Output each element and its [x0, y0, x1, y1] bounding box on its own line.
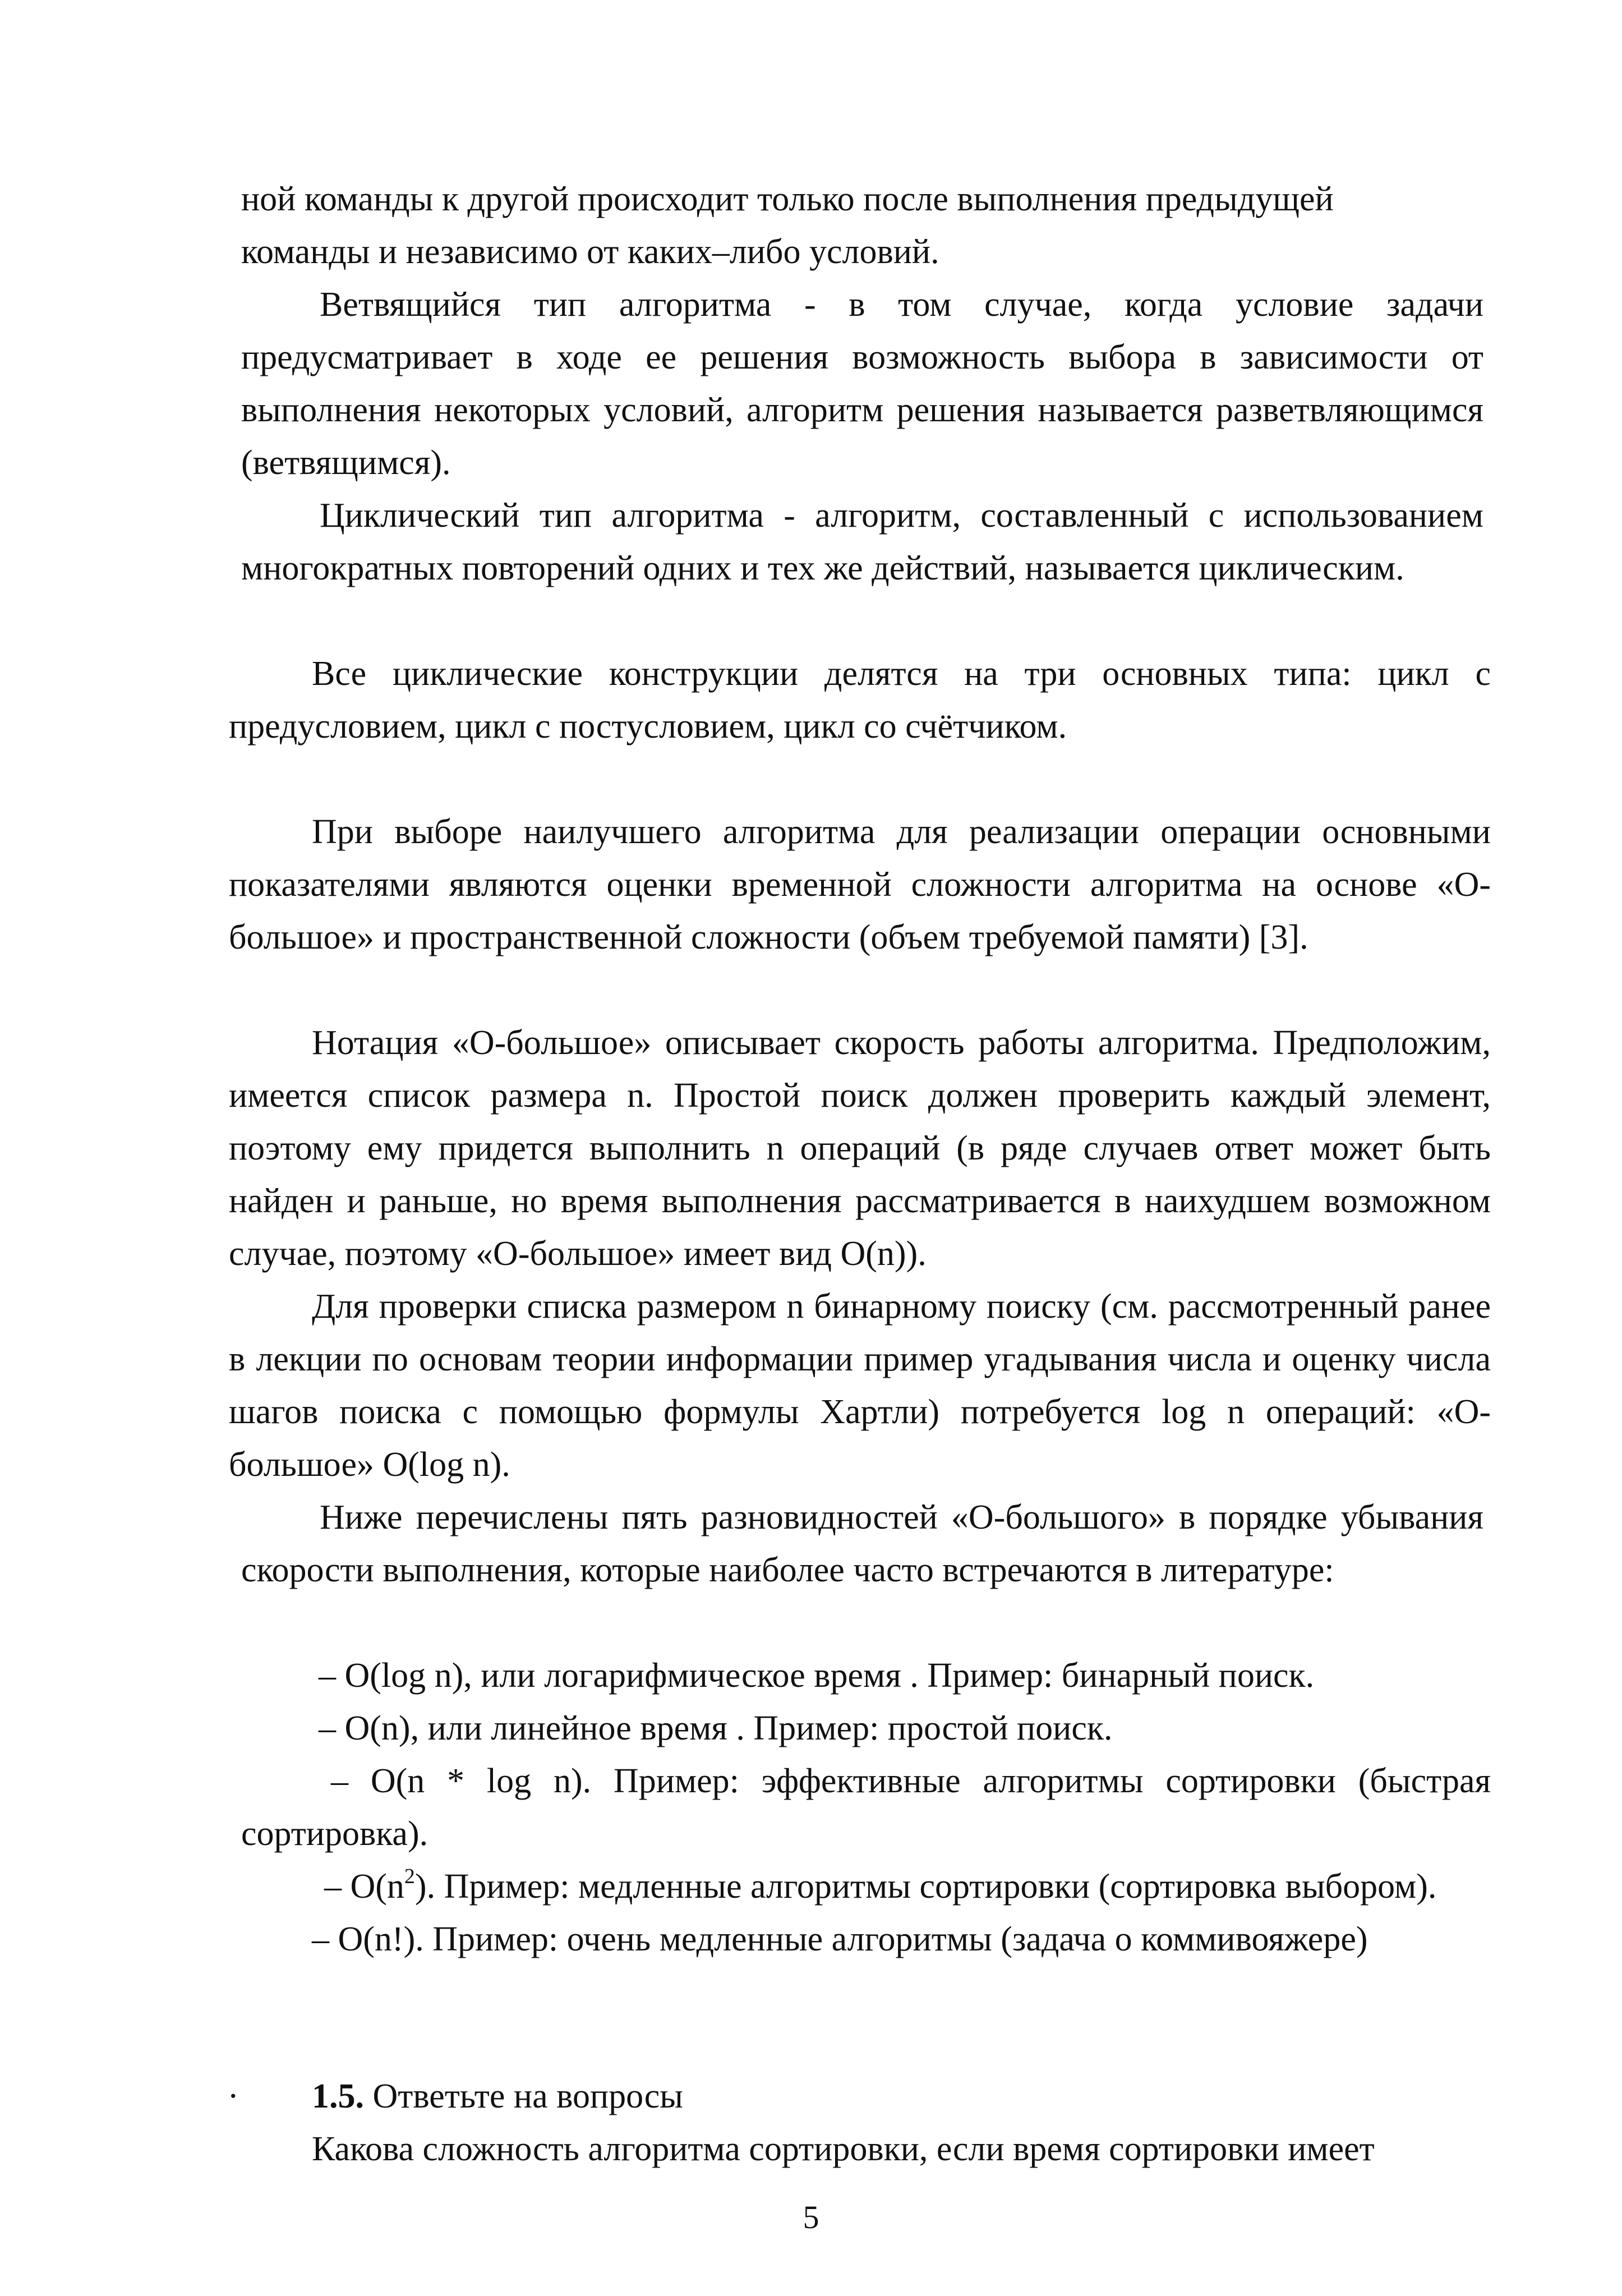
page-number: 5 — [803, 2199, 819, 2235]
text-line: ной команды к другой происходит только после выполнения предыдущей — [241, 180, 1334, 218]
paragraph-text: Ветвящийся тип алгоритма - в том случае, когда условие задачи предусматривает в ходе ее решения возможность выбора в зависимости от выполнения некоторых условий, алгоритм решения называется разветвляющимся (ветвящимся). — [241, 286, 1483, 482]
paragraph-loop-types — [229, 647, 1491, 753]
list-item: – O(log n), или логарифмическое время . Пример: бинарный поиск. — [319, 1657, 1315, 1695]
heading-text: Ответьте на вопросы — [364, 2077, 683, 2115]
paragraph-cyclic — [241, 489, 1483, 595]
list-item: – O(n * log n). Пример: эффективные алгоритмы сортировки (быстрая сортировка). — [241, 1762, 1491, 1853]
paragraph-branching — [241, 278, 1483, 489]
paragraph-continuation — [241, 173, 1483, 278]
list-item-text: – O(n — [324, 1867, 404, 1906]
paragraph-text: Нотация «О-большое» описывает скорость работы алгоритма. Предположим, имеется список размера n. Простой поиск должен проверить каждый элемент, поэтому ему придется выполнить n операций (в ряде случаев ответ может быть найден и раньше, но время выполнения рассматривается в наихудшем возможном случае, поэтому «О-большое» имеет вид O(n)). — [229, 1024, 1491, 1273]
section-heading — [229, 2067, 1491, 2123]
paragraph-text: Какова сложность алгоритма сортировки, если время сортировки имеет — [312, 2130, 1375, 2168]
list-item: – O(n!). Пример: очень медленные алгоритмы (задача о коммивояжере) — [312, 1920, 1368, 1958]
heading-line — [229, 2067, 1491, 2123]
paragraph-best-algorithm — [229, 806, 1491, 964]
paragraph-text: Для проверки списка размером n бинарному поиску (см. рассмотренный ранее в лекции по основам теории информации пример угадывания числа и оценку числа шагов поиска с помощью формулы Хартли) потребуется log n операций: «О-большое» O(log n). — [229, 1287, 1491, 1484]
paragraph-question — [229, 2123, 1491, 2175]
stray-dot: . — [229, 2067, 238, 2105]
text-line: команды и независимо от каких–либо условий. — [241, 233, 939, 271]
complexity-list — [229, 1649, 1491, 1966]
paragraph-list-intro — [241, 1491, 1483, 1596]
list-item — [229, 1860, 1491, 1913]
paragraph-text: При выборе наилучшего алгоритма для реализации операции основными показателями являются оценки временной сложности алгоритма на основе «О-большое» и пространственной сложности (объем требуемой памяти) [3]. — [229, 813, 1491, 956]
paragraph-text: Все циклические конструкции делятся на три основных типа: цикл с предусловием, цикл с постусловием, цикл со счётчиком. — [229, 655, 1491, 746]
list-item: – O(n), или линейное время . Пример: простой поиск. — [319, 1709, 1113, 1747]
list-item-text: ). Пример: медленные алгоритмы сортировки (сортировка выбором). — [414, 1867, 1437, 1906]
paragraph-text: Циклический тип алгоритма - алгоритм, составленный с использованием многократных повторений одних и тех же действий, называется циклическим. — [241, 496, 1483, 587]
superscript: 2 — [404, 1865, 415, 1888]
heading-number: 1.5. — [312, 2077, 364, 2115]
paragraph-text: Ниже перечислены пять разновидностей «О-большого» в порядке убывания скорости выполнения, которые наиболее часто встречаются в литературе: — [241, 1498, 1483, 1589]
paragraph-big-o-notation — [229, 1016, 1491, 1280]
paragraph-binary-search — [229, 1280, 1491, 1491]
